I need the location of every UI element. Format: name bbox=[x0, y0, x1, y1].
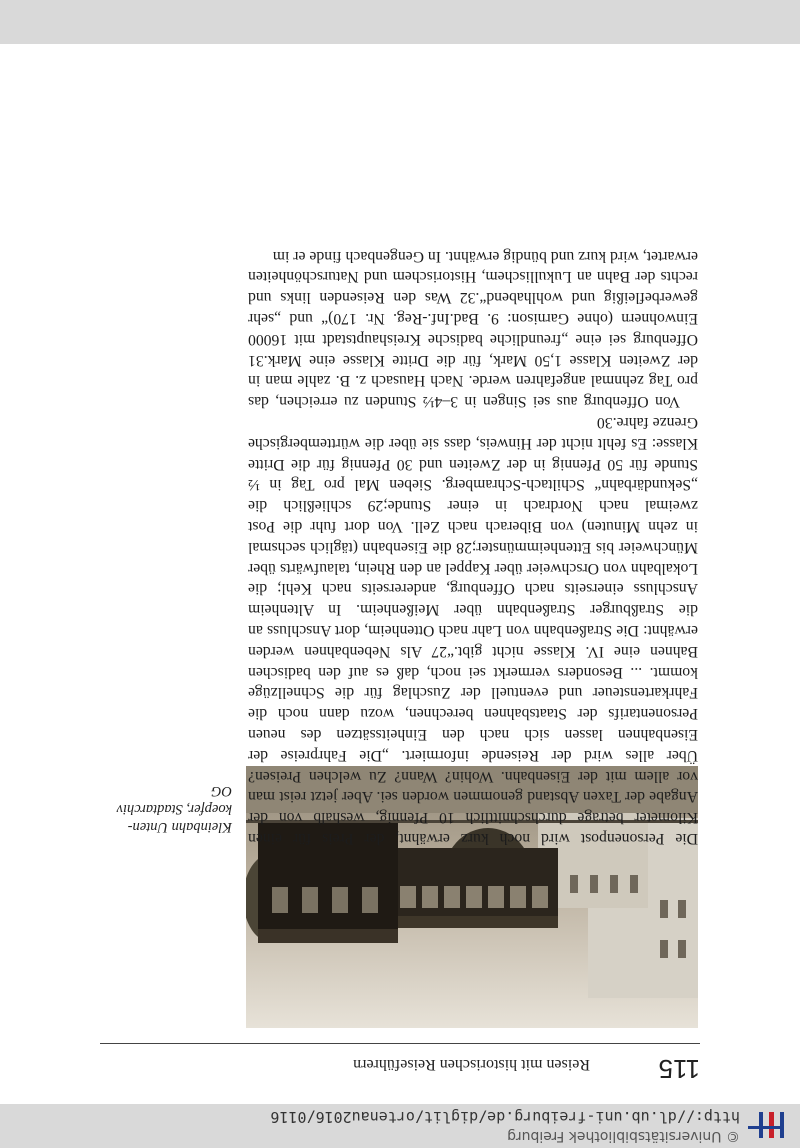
paragraph: Die Personenpost wird noch kurz erwähnt, der Preis für einen Kilometer betrage durchschnittlich 10 Pfennig, weshalb von der Angabe der Taxen Abstand genommen worden sei. Aber jetzt reist man vor allem mit der Eisenbahn. Wohin? Wann? Zu welchen Preisen? Über alles wird der Reisende informiert. „Die Fahrpreise der Eisenbahnen lassen sich nach den Einheitssätzen des neuen Personentarifs der Staatsbahnen berechnen, wozu dann noch die Fahrkartensteuer und eventuell der Zuschlag für die Schnellzüge kommt. ... Besonders vermerkt sei noch, daß es auf den badischen Bahnen eine IV. Klasse nicht gibt.“27 Als Nebenbahnen werden erwähnt: Die Straßenbahn von Lahr nach Ottenheim, dort Anschluss an die Straßburger Straßenbahn über Meißenheim. In Altenheim Anschluss einerseits nach Offenburg, andererseits nach Kehl; die Lokalbahn von Orschweier über Kappel an den Rhein, talaufwärts über Münchweier bis Ettenheimmünster;28 die Eisenbahn (täglich sechsmal in zehn Minuten) von Biberach nach Zell. Von dort fuhr die Post zweimal nach Nordrach in einer Stunde;29 schließlich die „Sekundärbahn“ Schiltach-Schramberg. Sieben Mal pro Tag in ½ Stunde für 50 Pfennig in der Zweiten und 30 Pfennig für die Dritte Klasse: Es fehlt nicht der Hinweis, dass sie über die württembergische Grenze fahre.30 bbox=[248, 414, 698, 847]
page-number: 115 bbox=[658, 1054, 700, 1084]
caption-line: OG bbox=[211, 783, 232, 799]
header-bar bbox=[0, 1104, 800, 1148]
running-title: Reisen mit historischen Reiseführern bbox=[353, 1056, 590, 1073]
copyright-notice: © Universitätsbibliothek Freiburg bbox=[507, 1128, 740, 1144]
ub-freiburg-logo-icon bbox=[748, 1112, 784, 1138]
caption-line: koepfer, Stadtarchiv bbox=[116, 801, 232, 817]
paragraph: Von Offenburg aus sei Singen in 3–4½ Stunden zu erreichen, das pro Tag zehnmal angefahren werde. Nach Hausach z. B. zahle man in der Zweiten Klasse 1,50 Mark, für die Dritte Klasse eine Mark.31 Offenburg sei eine „freundliche badische Kreishauptstadt mit 16000 Einwohnern (ohne Garnison: 9. Bad.Inf.-Reg. Nr. 170)“ und „sehr gewerbefleißig und wohlhabend“.32 Was den Reisenden links und rechts der Bahn an Lukullischem, Historischem und Naturschönheiten erwartet, wird kurz und bündig erwähnt. In Gengenbach finde er im bbox=[248, 247, 698, 411]
running-head bbox=[100, 1043, 700, 1084]
figure-caption bbox=[112, 782, 232, 836]
footer-bar bbox=[0, 0, 800, 44]
body-text bbox=[248, 245, 698, 848]
caption-line: Kleinbahn Unten- bbox=[127, 819, 232, 835]
document-url[interactable]: http://dl.ub.uni-freiburg.de/diglit/ortenau2016/0116 bbox=[270, 1108, 740, 1126]
